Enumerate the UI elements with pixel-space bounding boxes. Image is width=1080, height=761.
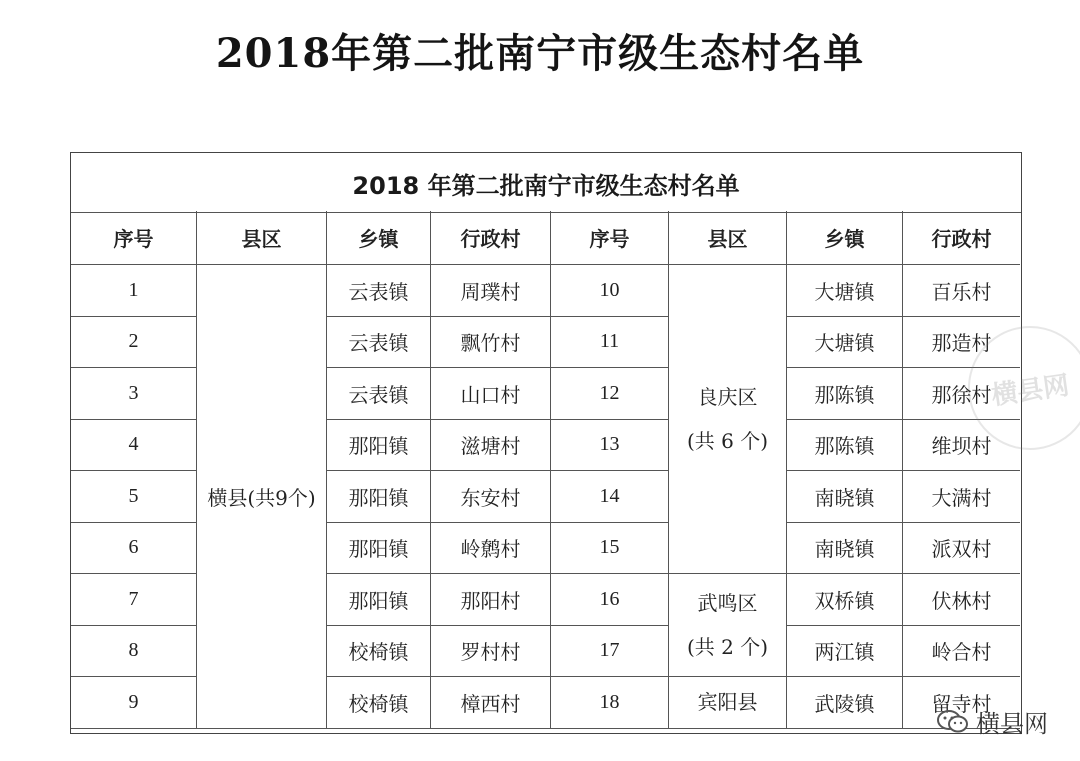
row-number: 4	[71, 420, 197, 472]
township-cell: 那阳镇	[327, 420, 431, 472]
village-cell: 周璞村	[431, 265, 551, 317]
row-number: 8	[71, 626, 197, 678]
township-cell: 南晓镇	[787, 523, 903, 575]
wechat-account-badge	[936, 704, 1048, 739]
county-cell	[669, 677, 787, 729]
county-count: (共 6 个)	[686, 429, 769, 453]
row-number: 17	[551, 626, 669, 678]
column-header: 序号	[551, 211, 669, 265]
row-number: 2	[71, 317, 197, 369]
township-cell: 校椅镇	[327, 626, 431, 678]
township-cell: 云表镇	[327, 265, 431, 317]
village-cell: 山口村	[431, 368, 551, 420]
page-title: 2018年第二批南宁市级生态村名单	[215, 30, 865, 77]
row-number: 1	[71, 265, 197, 317]
township-cell: 武陵镇	[787, 677, 903, 729]
village-cell: 那徐村	[903, 368, 1020, 420]
village-cell: 罗村村	[431, 626, 551, 678]
row-number: 10	[551, 265, 669, 317]
column-header: 行政村	[903, 211, 1020, 265]
village-cell: 樟西村	[431, 677, 551, 729]
column-header: 乡镇	[787, 211, 903, 265]
village-cell: 飘竹村	[431, 317, 551, 369]
village-cell: 派双村	[903, 523, 1020, 575]
township-cell: 南晓镇	[787, 471, 903, 523]
township-cell: 校椅镇	[327, 677, 431, 729]
county-name: 武鸣区	[697, 591, 758, 615]
village-cell: 那造村	[903, 317, 1020, 369]
village-cell: 伏林村	[903, 574, 1020, 626]
county-cell	[669, 265, 787, 574]
column-header: 序号	[71, 211, 197, 265]
township-cell: 那阳镇	[327, 471, 431, 523]
county-cell	[669, 574, 787, 677]
wechat-icon	[936, 709, 970, 735]
column-header: 行政村	[431, 211, 551, 265]
township-cell: 那阳镇	[327, 574, 431, 626]
village-cell: 百乐村	[903, 265, 1020, 317]
county-name: 宾阳县	[697, 690, 758, 715]
township-cell: 大塘镇	[787, 265, 903, 317]
row-number: 7	[71, 574, 197, 626]
row-number: 3	[71, 368, 197, 420]
row-number: 11	[551, 317, 669, 369]
village-list-table	[70, 152, 1022, 734]
column-header: 乡镇	[327, 211, 431, 265]
row-number: 16	[551, 574, 669, 626]
township-cell: 两江镇	[787, 626, 903, 678]
village-cell: 滋塘村	[431, 420, 551, 472]
township-cell: 大塘镇	[787, 317, 903, 369]
township-cell: 那陈镇	[787, 368, 903, 420]
row-number: 12	[551, 368, 669, 420]
village-cell: 岭鹩村	[431, 523, 551, 575]
village-cell: 岭合村	[903, 626, 1020, 678]
village-cell: 那阳村	[431, 574, 551, 626]
row-number: 15	[551, 523, 669, 575]
row-number: 9	[71, 677, 197, 729]
watermark-seal: 横县网	[960, 318, 1080, 458]
column-header: 县区	[669, 211, 787, 265]
village-cell: 大满村	[903, 471, 1020, 523]
column-header: 县区	[197, 211, 327, 265]
row-number: 18	[551, 677, 669, 729]
township-cell: 那陈镇	[787, 420, 903, 472]
village-cell: 东安村	[431, 471, 551, 523]
county-count: (共 2 个)	[686, 635, 769, 659]
row-number: 13	[551, 420, 669, 472]
county-name: 良庆区	[697, 385, 758, 409]
badge-label: 横县网	[976, 710, 1048, 738]
township-cell: 那阳镇	[327, 523, 431, 575]
county-cell: 横县(共9个)	[197, 265, 327, 729]
village-cell: 留寺村	[903, 677, 1020, 729]
township-cell: 云表镇	[327, 317, 431, 369]
village-cell: 维坝村	[903, 420, 1020, 472]
township-cell: 双桥镇	[787, 574, 903, 626]
table-caption: 2018 年第二批南宁市级生态村名单	[71, 153, 1021, 213]
township-cell: 云表镇	[327, 368, 431, 420]
row-number: 5	[71, 471, 197, 523]
row-number: 14	[551, 471, 669, 523]
row-number: 6	[71, 523, 197, 575]
